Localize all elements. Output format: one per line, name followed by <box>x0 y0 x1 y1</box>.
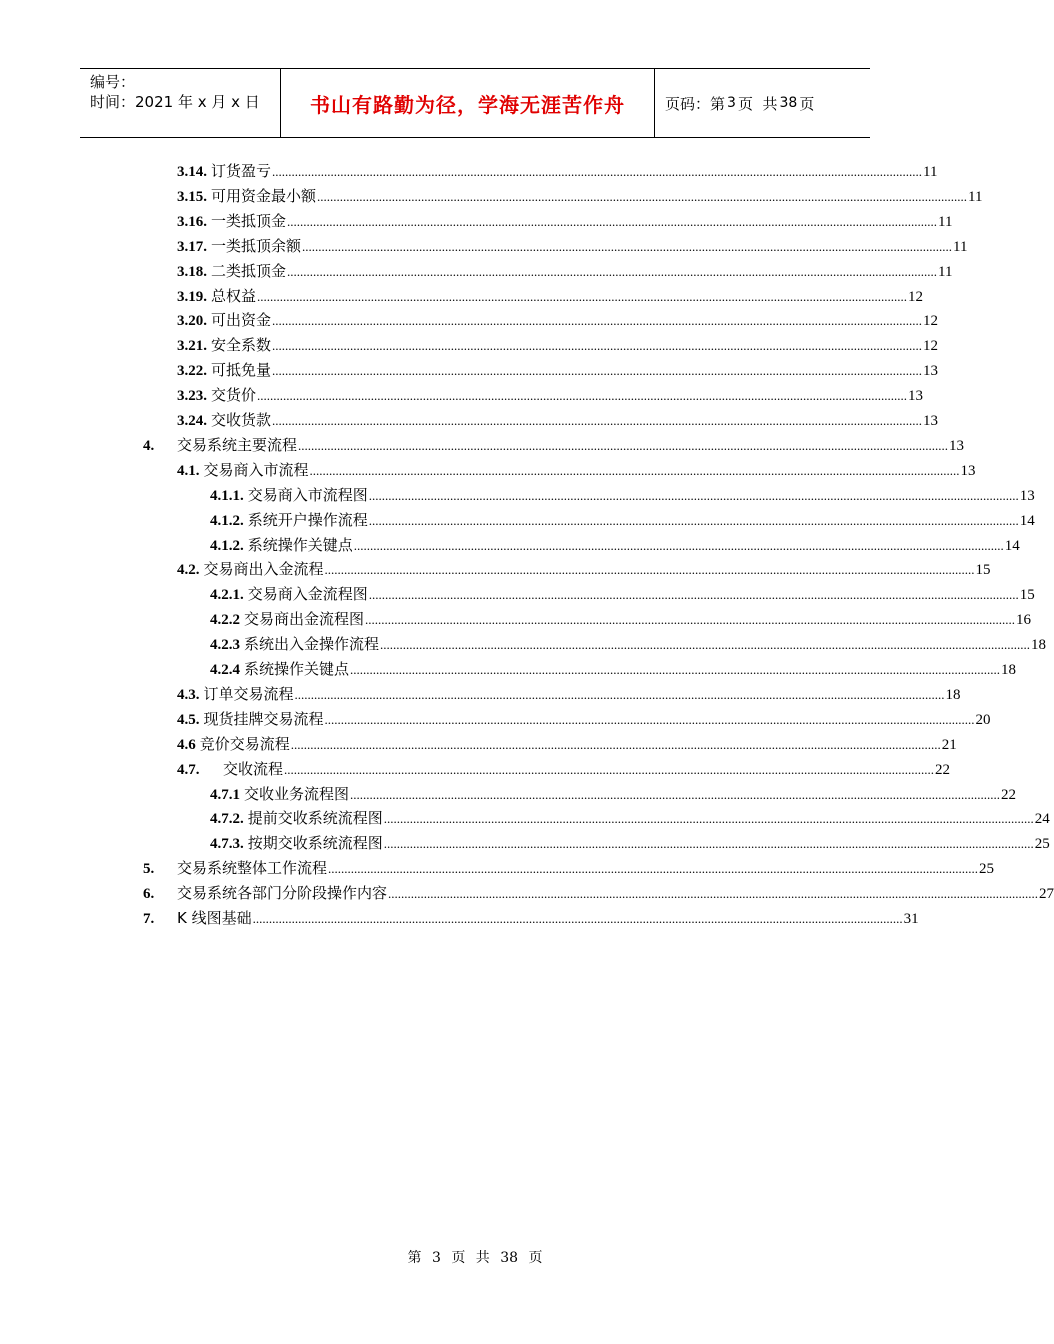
toc-entry-label <box>143 857 327 878</box>
footer-total: 38 <box>500 1250 519 1266</box>
toc-entry-leader: ........................................................................................................................................................................................................ <box>317 188 968 204</box>
toc-entry-page: 18 <box>1001 662 1017 678</box>
toc-entry-title: 竞价交易流程 <box>199 734 290 753</box>
toc-entry-leader: ........................................................................................................................................................................................................ <box>252 911 903 926</box>
toc-entry-leader: ........................................................................................................................................................................................................ <box>257 288 908 304</box>
toc-entry-label <box>177 210 286 231</box>
toc-entry[interactable] <box>210 583 1035 605</box>
header-page-prefix: 页码：第 <box>665 94 726 113</box>
toc-entry-leader: ........................................................................................................................................................................................................ <box>383 811 1034 827</box>
toc-entry[interactable] <box>177 733 957 755</box>
toc-entry-page: 24 <box>1034 811 1050 828</box>
toc-entry-page: 11 <box>923 164 938 180</box>
toc-entry-title: 交易商入金流程图 <box>247 585 368 604</box>
toc-entry-number: 4.7. <box>177 761 200 778</box>
toc-entry[interactable] <box>210 658 1017 680</box>
page-header <box>80 68 870 138</box>
toc-entry-page: 16 <box>1016 612 1032 629</box>
header-motto-cell <box>281 69 655 137</box>
toc-entry-leader: ........................................................................................................................................................................................................ <box>294 686 945 702</box>
toc-entry-number: 3.19. <box>177 288 207 305</box>
toc-entry[interactable] <box>143 907 919 929</box>
toc-entry[interactable] <box>143 882 1054 904</box>
toc-entry-leader: ........................................................................................................................................................................................................ <box>272 338 923 354</box>
toc-entry[interactable] <box>177 285 924 307</box>
toc-entry-number: 3.14. <box>177 164 207 180</box>
toc-entry-leader: ........................................................................................................................................................................................................ <box>368 587 1019 603</box>
toc-entry[interactable] <box>177 683 961 705</box>
toc-entry-page: 18 <box>945 686 961 703</box>
toc-entry-number: 4.2.3 <box>210 637 240 654</box>
toc-entry-label <box>177 558 324 579</box>
toc-entry-number: 4.6 <box>177 736 196 753</box>
toc-entry-leader: ........................................................................................................................................................................................................ <box>272 164 923 179</box>
header-page-mid: 页 共 <box>737 94 778 113</box>
toc-entry-label <box>177 683 294 704</box>
toc-entry-label <box>177 309 271 330</box>
toc-entry-page: 11 <box>938 213 953 230</box>
footer-mid2: 共 <box>475 1250 490 1266</box>
toc-entry-leader: ........................................................................................................................................................................................................ <box>287 213 938 229</box>
toc-entry-title: 按期交收系统流程图 <box>247 834 383 853</box>
toc-entry-leader: ........................................................................................................................................................................................................ <box>368 487 1019 503</box>
toc-entry-title: 现货挂牌交易流程 <box>203 709 324 728</box>
toc-entry-label <box>177 359 271 380</box>
toc-entry-leader: ........................................................................................................................................................................................................ <box>380 637 1031 653</box>
toc-entry-number: 4.1. <box>177 462 200 479</box>
toc-entry-leader: ........................................................................................................................................................................................................ <box>284 761 935 777</box>
footer-current: 3 <box>431 1250 441 1266</box>
toc-entry-number: 3.23. <box>177 388 207 405</box>
toc-entry-page: 22 <box>1001 786 1017 803</box>
toc-entry-number: 4.1.2. <box>210 512 244 529</box>
toc-entry-leader: ........................................................................................................................................................................................................ <box>272 413 923 428</box>
toc-entry-title: 可出资金 <box>211 311 272 330</box>
toc-entry-title: 系统出入金操作流程 <box>244 635 380 654</box>
toc-entry-label <box>177 758 283 779</box>
toc-entry-number: 3.24. <box>177 413 207 429</box>
toc-entry-label <box>177 160 271 181</box>
toc-entry-page: 14 <box>1019 512 1035 529</box>
toc-entry-page: 12 <box>923 313 939 330</box>
toc-entry-number: 4.3. <box>177 686 200 703</box>
toc-entry-label <box>177 409 271 430</box>
toc-entry-number: 4.2.4 <box>210 662 240 678</box>
toc-entry-leader: ........................................................................................................................................................................................................ <box>257 388 908 404</box>
toc-entry-title: 交易商入市流程 <box>203 460 309 479</box>
header-page-current: 3 <box>727 95 736 111</box>
toc-entry[interactable] <box>177 260 953 282</box>
toc-entry-leader: ........................................................................................................................................................................................................ <box>350 662 1001 677</box>
toc-entry-label <box>177 459 309 480</box>
toc-entry-leader: ........................................................................................................................................................................................................ <box>272 313 923 329</box>
toc-entry[interactable] <box>210 783 1017 805</box>
toc-entry[interactable] <box>177 558 991 580</box>
header-page-cell <box>655 69 870 137</box>
toc-entry-page: 15 <box>975 562 991 579</box>
toc-entry-page: 12 <box>908 288 924 305</box>
toc-entry-page: 13 <box>923 363 939 380</box>
toc-entry-page: 11 <box>968 188 983 205</box>
toc-entry-label <box>210 807 383 828</box>
toc-entry-label <box>177 185 316 206</box>
toc-entry-label <box>210 534 353 555</box>
header-page-total: 38 <box>779 95 798 111</box>
toc-entry-label <box>177 235 301 256</box>
toc-entry-page: 21 <box>941 736 957 753</box>
toc-entry-number: 6. <box>143 886 155 903</box>
toc-entry-label <box>210 832 383 853</box>
toc-entry-leader: ........................................................................................................................................................................................................ <box>368 512 1019 528</box>
toc-entry-leader: ........................................................................................................................................................................................................ <box>272 363 923 379</box>
toc-entry-leader: ........................................................................................................................................................................................................ <box>365 612 1016 628</box>
toc-entry[interactable] <box>177 210 953 232</box>
toc-entry-title: 可用资金最小额 <box>211 186 317 205</box>
toc-entry-title: 订货盈亏 <box>211 162 272 180</box>
toc-entry-label <box>210 509 368 530</box>
toc-entry-label <box>210 633 379 654</box>
toc-entry-leader: ........................................................................................................................................................................................................ <box>388 886 1039 902</box>
toc-entry-leader: ........................................................................................................................................................................................................ <box>287 263 938 279</box>
toc-entry-number: 4.1.2. <box>210 537 244 554</box>
toc-entry-title: 总权益 <box>211 286 257 305</box>
toc-entry-page: 12 <box>923 338 939 355</box>
toc-entry[interactable] <box>143 434 965 456</box>
toc-entry-number: 4. <box>143 437 155 454</box>
toc-entry-label <box>177 384 256 405</box>
toc-entry[interactable] <box>210 633 1047 655</box>
toc-entry-number: 7. <box>143 911 155 927</box>
toc-entry-number: 3.17. <box>177 238 207 255</box>
toc-entry[interactable] <box>177 758 951 780</box>
toc-entry[interactable] <box>177 409 939 431</box>
header-page-suffix: 页 <box>799 94 815 113</box>
toc-entry[interactable] <box>177 459 976 481</box>
toc-entry-label <box>177 285 256 306</box>
toc-entry-title: 系统操作关键点 <box>247 535 353 554</box>
toc-entry[interactable] <box>210 832 1050 854</box>
toc-entry-page: 11 <box>938 263 953 280</box>
toc-entry-number: 4.7.1 <box>210 786 240 803</box>
toc-entry[interactable] <box>177 160 938 182</box>
toc-entry-label <box>210 783 349 804</box>
toc-entry-title: 二类抵顶金 <box>211 261 287 280</box>
toc-entry-number: 4.7.2. <box>210 811 244 828</box>
toc-entry-number: 4.7.3. <box>210 836 244 853</box>
toc-entry[interactable] <box>177 384 924 406</box>
footer-suffix: 页 <box>528 1250 543 1266</box>
toc-entry-label <box>177 708 324 729</box>
toc-entry-page: 13 <box>1019 487 1035 504</box>
header-left-cell <box>80 69 281 137</box>
toc-entry-number: 4.5. <box>177 711 200 728</box>
toc-entry-title: 一类抵顶余额 <box>211 236 302 255</box>
toc-entry-leader: ........................................................................................................................................................................................................ <box>324 711 975 727</box>
toc-entry-number: 3.18. <box>177 263 207 280</box>
toc-entry-number: 4.2. <box>177 562 200 579</box>
toc-entry-page: 13 <box>949 437 965 454</box>
toc-entry-number: 3.20. <box>177 313 207 330</box>
toc-entry-title: 安全系数 <box>211 336 272 355</box>
toc-entry[interactable] <box>177 359 939 381</box>
toc-entry[interactable] <box>177 185 983 207</box>
toc-entry[interactable] <box>210 608 1032 630</box>
header-number-label: 编号： <box>90 73 136 91</box>
toc-entry-page: 27 <box>1039 886 1054 903</box>
toc-entry-number: 3.16. <box>177 213 207 230</box>
toc-entry-label <box>210 583 368 604</box>
toc-entry-title: 一类抵顶金 <box>211 211 287 230</box>
toc-entry-number: 4.2.2 <box>210 612 240 629</box>
toc-entry-title: 交收货款 <box>211 411 272 429</box>
toc-entry[interactable] <box>177 235 968 257</box>
toc-entry-title: 提前交收系统流程图 <box>247 809 383 828</box>
toc-entry-title: 交易系统主要流程 <box>177 435 298 454</box>
toc-entry-title: 可抵免量 <box>211 361 272 380</box>
toc-entry-number: 4.1.1. <box>210 487 244 504</box>
footer-prefix: 第 <box>407 1250 422 1266</box>
toc-entry-leader: ........................................................................................................................................................................................................ <box>324 562 975 578</box>
toc-entry-label <box>177 260 286 281</box>
toc-entry-leader: ........................................................................................................................................................................................................ <box>383 836 1034 852</box>
toc-entry-label <box>177 334 271 355</box>
toc-entry-title: 交货价 <box>211 386 257 405</box>
toc-entry-page: 18 <box>1031 637 1047 654</box>
footer-mid1: 页 <box>451 1250 466 1266</box>
toc-entry[interactable] <box>210 509 1035 531</box>
toc-entry-label <box>143 907 252 928</box>
toc-entry-page: 22 <box>935 761 951 778</box>
toc-entry-title: 订单交易流程 <box>203 684 294 703</box>
header-motto: 书山有路勤为径，学海无涯苦作舟 <box>310 92 625 117</box>
toc-entry-label <box>143 434 297 455</box>
toc-entry-label <box>210 484 368 505</box>
toc-entry[interactable] <box>177 309 939 331</box>
toc-entry-leader: ........................................................................................................................................................................................................ <box>328 861 979 877</box>
toc-entry-title: 交易商出入金流程 <box>203 560 324 579</box>
toc-entry-title: 交易商入市流程图 <box>247 485 368 504</box>
toc-entry-leader: ........................................................................................................................................................................................................ <box>298 437 949 453</box>
toc-entry-title: 交易商出金流程图 <box>244 610 365 629</box>
toc-entry-leader: ........................................................................................................................................................................................................ <box>302 238 953 254</box>
toc-entry-number: 3.15. <box>177 188 207 205</box>
toc-entry-page: 25 <box>979 861 995 878</box>
toc-entry-page: 11 <box>953 238 968 255</box>
toc-entry-page: 13 <box>960 462 976 479</box>
toc-entry-title: 交易系统整体工作流程 <box>177 859 328 878</box>
toc-entry-title: 系统操作关键点 <box>244 660 350 678</box>
toc-entry-label <box>177 733 290 754</box>
toc-entry-number: 3.21. <box>177 338 207 355</box>
toc-entry-number: 4.2.1. <box>210 587 244 604</box>
toc-entry-page: 20 <box>975 711 991 728</box>
toc-entry-title: 交收业务流程图 <box>244 784 350 803</box>
toc-entry-title: K 线图基础 <box>177 909 252 927</box>
toc-entry[interactable] <box>177 334 939 356</box>
toc-entry-title: 交易系统各部门分阶段操作内容 <box>177 884 388 903</box>
toc-entry-title: 系统开户操作流程 <box>247 510 368 529</box>
toc-entry-page: 13 <box>908 388 924 405</box>
toc-entry-page: 31 <box>903 911 919 927</box>
toc-entry-page: 14 <box>1004 537 1020 554</box>
toc-entry-page: 25 <box>1034 836 1050 853</box>
toc-entry[interactable] <box>210 534 1020 556</box>
toc-entry-leader: ........................................................................................................................................................................................................ <box>353 537 1004 553</box>
toc-entry-page: 15 <box>1019 587 1035 604</box>
toc-entry[interactable] <box>143 857 995 879</box>
toc-entry-leader: ........................................................................................................................................................................................................ <box>290 736 941 752</box>
toc-entry-leader: ........................................................................................................................................................................................................ <box>350 786 1001 802</box>
toc-entry[interactable] <box>210 807 1050 829</box>
toc-entry-label <box>210 658 349 679</box>
toc-entry-label <box>210 608 364 629</box>
toc-entry-leader: ........................................................................................................................................................................................................ <box>309 462 960 478</box>
page-footer <box>0 1247 950 1267</box>
toc-entry-title: 交收流程 <box>223 759 284 778</box>
toc-entry[interactable] <box>210 484 1035 506</box>
toc-entry-label <box>143 882 387 903</box>
toc-entry[interactable] <box>177 708 991 730</box>
toc-entry-number: 3.22. <box>177 363 207 380</box>
header-time-label: 时间：2021 年 x 月 x 日 <box>90 93 260 111</box>
toc-entry-page: 13 <box>923 413 939 429</box>
toc-entry-number: 5. <box>143 861 155 878</box>
